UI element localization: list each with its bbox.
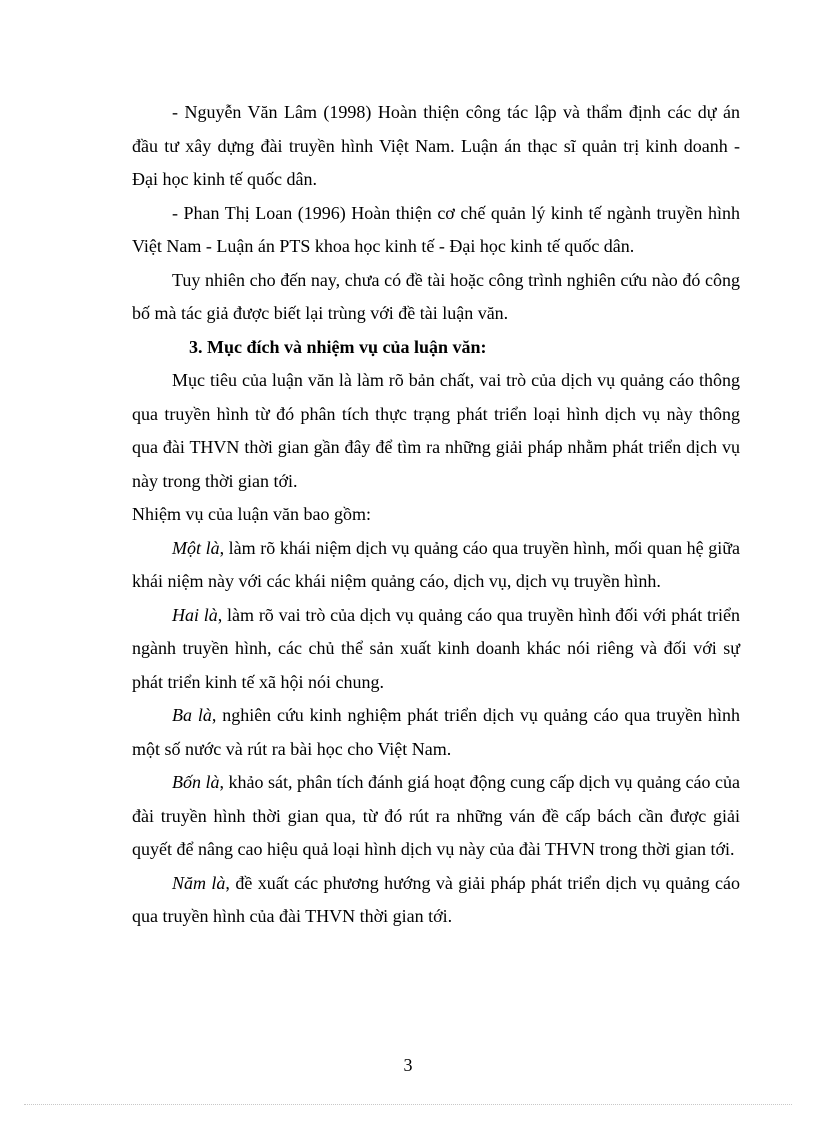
conclusion-paragraph: Tuy nhiên cho đến nay, chưa có đề tài hoặc công trình nghiên cứu nào đó công bố mà tác giả được biết lại trùng với đề tài luận văn. xyxy=(132,269,740,323)
task-text: , làm rõ khái niệm dịch vụ quảng cáo qua truyền hình, mối quan hệ giữa khái niệm này với các khái niệm quảng cáo, dịch vụ, dịch vụ truyền hình. xyxy=(132,537,740,591)
task-lead: Ba là xyxy=(172,705,212,725)
footer-divider xyxy=(24,1104,792,1105)
objective-paragraph: Mục tiêu của luận văn là làm rõ bản chất, vai trò của dịch vụ quảng cáo thông qua truyền hình từ đó phân tích thực trạng phát triển loại hình dịch vụ này thông qua đài THVN thời gian gần đây để tìm ra những giải pháp nhằm phát triển dịch vụ này trong thời gian tới. xyxy=(132,370,740,491)
task-lead: Năm là xyxy=(172,872,226,893)
tasks-intro: Nhiệm vụ của luận văn bao gồm: xyxy=(132,504,371,524)
section-heading: 3. Mục đích và nhiệm vụ của luận văn: xyxy=(189,336,487,357)
task-item xyxy=(132,867,740,934)
task-item xyxy=(132,599,740,700)
task-item xyxy=(132,699,740,766)
task-item xyxy=(132,532,740,599)
task-text: , khảo sát, phân tích đánh giá hoạt động cung cấp dịch vụ quảng cáo của đài truyền hình thời gian qua, từ đó rút ra những ván đề cấp bách cần được giải quyết để nâng cao hiệu quả loại hình dịch vụ này của đài THVN trong thời gian tới. xyxy=(132,772,741,859)
task-lead: Hai là xyxy=(172,604,218,625)
page-number: 3 xyxy=(403,1055,413,1075)
task-lead: Bốn là xyxy=(172,772,220,792)
task-text: , làm rõ vai trò của dịch vụ quảng cáo qua truyền hình đối với phát triển ngành truyền hình, các chủ thể sản xuất kinh doanh khác nói riêng và đối với sự phát triển kinh tế xã hội nói chung. xyxy=(132,604,740,692)
reference-paragraph-1: - Nguyễn Văn Lâm (1998) Hoàn thiện công tác lập và thẩm định các dự án đầu tư xây dựng đài truyền hình Việt Nam. Luận án thạc sĩ quản trị kinh doanh - Đại học kinh tế quốc dân. xyxy=(132,102,740,189)
task-lead: Một là xyxy=(172,537,220,558)
reference-paragraph-2: - Phan Thị Loan (1996) Hoàn thiện cơ chế quản lý kinh tế ngành truyền hình Việt Nam - Luận án PTS khoa học kinh tế - Đại học kinh tế quốc dân. xyxy=(132,202,740,256)
task-text: , đề xuất các phương hướng và giải pháp phát triển dịch vụ quảng cáo qua truyền hình của đài THVN thời gian tới. xyxy=(132,872,740,926)
task-text: , nghiên cứu kinh nghiệm phát triển dịch vụ quảng cáo qua truyền hình một số nước và rút ra bài học cho Việt Nam. xyxy=(132,705,740,759)
task-item xyxy=(132,766,740,867)
document-body xyxy=(132,96,740,934)
